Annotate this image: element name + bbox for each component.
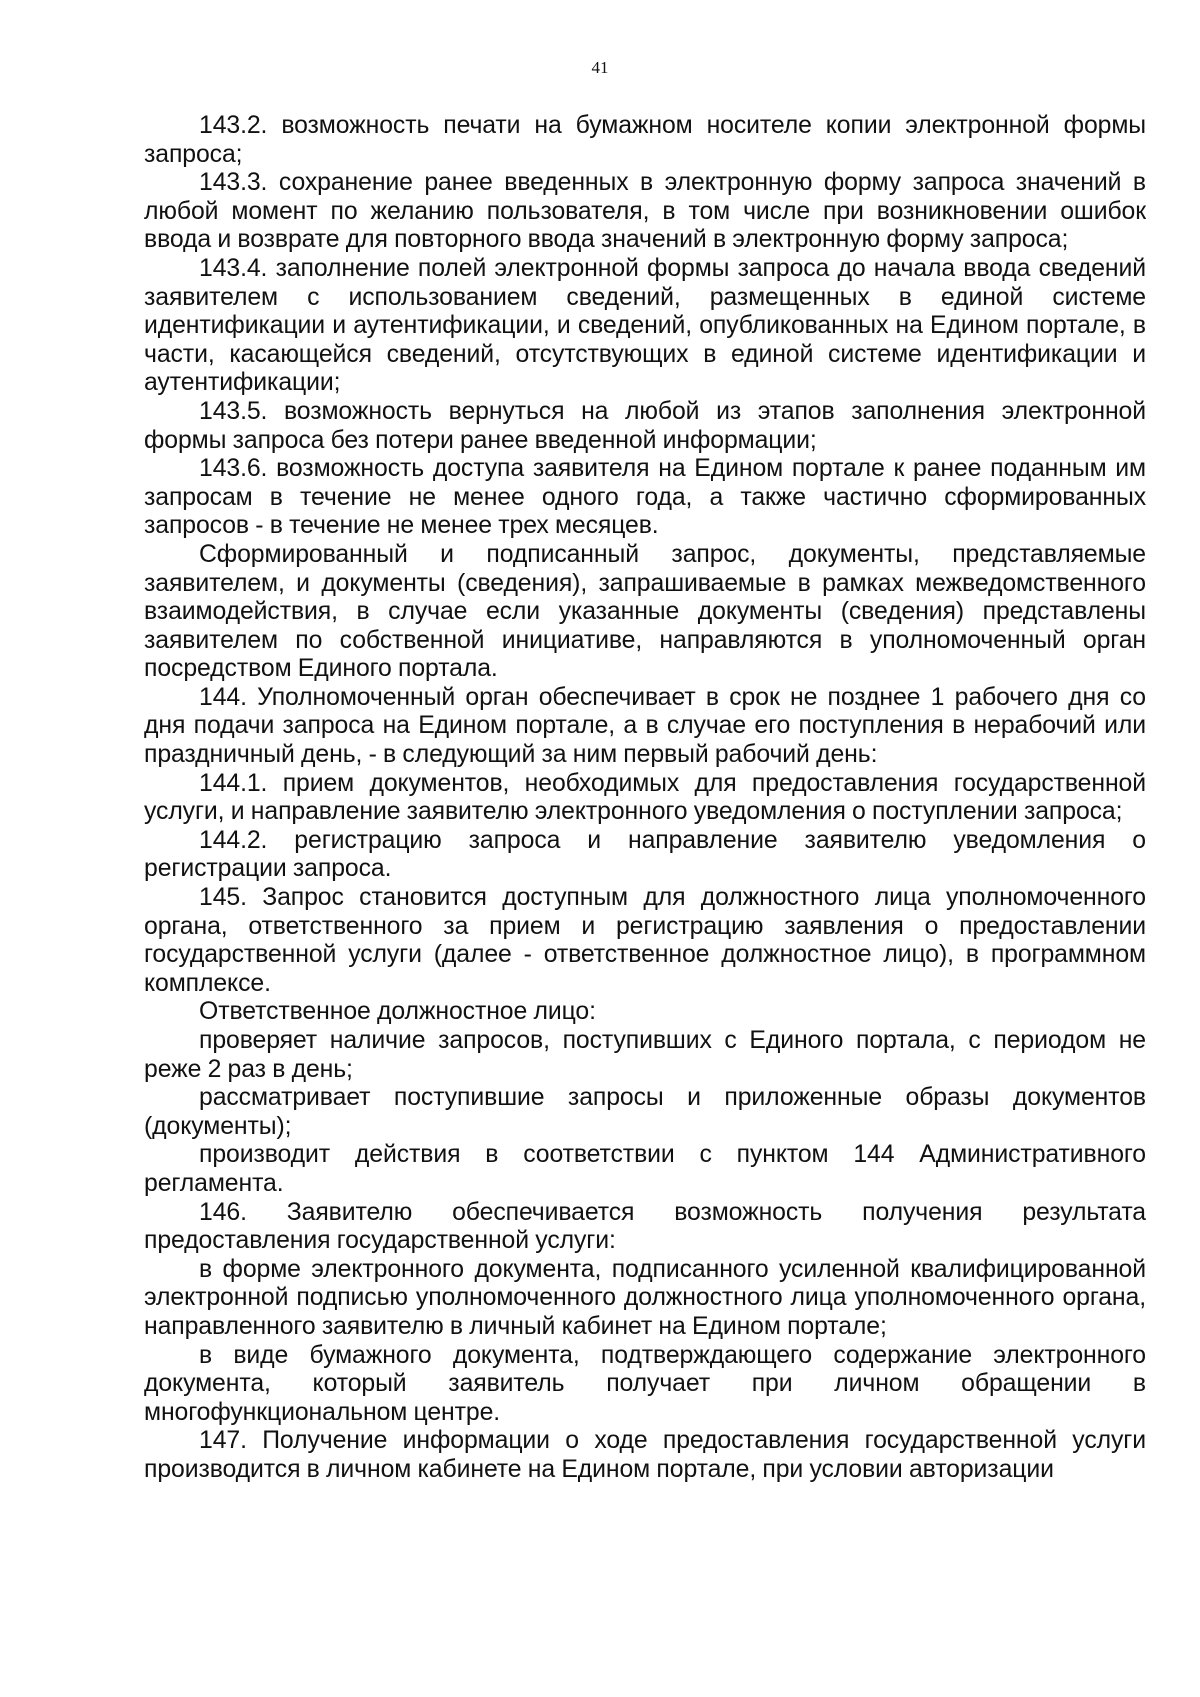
page-number: 41: [591, 58, 609, 77]
paragraph-formed-request: Сформированный и подписанный запрос, документы, представляемые заявителем, и документы (сведения), запрашиваемые в рамках межведомственного взаимодействия, в случае если указанные документы (сведения) представлены заявителем по собственной инициативе, направляются в уполномоченный орган посредством Единого портала.: [144, 540, 1146, 683]
paragraph-checks-requests: проверяет наличие запросов, поступивших с Единого портала, с периодом не реже 2 раз в день;: [144, 1027, 1146, 1083]
paragraph-143-4: 143.4. заполнение полей электронной формы запроса до начала ввода сведений заявителем с использованием сведений, размещенных в единой системе идентификации и аутентификации, и сведений, опубликованных на Едином портале, в части, касающейся сведений, отсутствующих в единой системе идентификации и аутентификации;: [144, 254, 1146, 397]
paragraph-143-6: 143.6. возможность доступа заявителя на Едином портале к ранее поданным им запросам в течение не менее одного года, а также частично сформированных запросов - в течение не менее трех месяцев.: [144, 455, 1146, 540]
paragraph-reviews-requests: рассматривает поступившие запросы и приложенные образы документов (документы);: [144, 1084, 1146, 1140]
paragraph-144-2: 144.2. регистрацию запроса и направление заявителю уведомления о регистрации запроса.: [144, 826, 1146, 883]
paragraph-145: 145. Запрос становится доступным для должностного лица уполномоченного органа, ответственного за прием и регистрацию заявления о предоставлении государственной услуги (далее - ответственное должностное лицо), в программном комплексе.: [144, 884, 1146, 997]
document-body: [144, 112, 1146, 1485]
paragraph-responsible-official: Ответственное должностное лицо:: [199, 998, 596, 1026]
paragraph-144-1: 144.1. прием документов, необходимых для предоставления государственной услуги, и направление заявителю электронного уведомления о поступлении запроса;: [144, 769, 1146, 826]
paragraph-147: 147. Получение информации о ходе предоставления государственной услуги производится в личном кабинете на Едином портале, при условии авторизации: [144, 1427, 1146, 1483]
paragraph-performs-actions: производит действия в соответствии с пунктом 144 Административного регламента.: [144, 1141, 1146, 1197]
paragraph-electronic-form: в форме электронного документа, подписанного усиленной квалифицированной электронной подписью уполномоченного должностного лица уполномоченного органа, направленного заявителю в личный кабинет на Едином портале;: [144, 1255, 1146, 1340]
paragraph-143-5: 143.5. возможность вернуться на любой из этапов заполнения электронной формы запроса без потери ранее введенной информации;: [144, 397, 1146, 454]
paragraph-144: 144. Уполномоченный орган обеспечивает в срок не позднее 1 рабочего дня со дня подачи запроса на Едином портале, а в случае его поступления в нерабочий или праздничный день, - в следующий за ним первый рабочий день:: [144, 683, 1146, 769]
paragraph-paper-form: в виде бумажного документа, подтверждающего содержание электронного документа, который заявитель получает при личном обращении в многофункциональном центре.: [144, 1341, 1146, 1426]
paragraph-143-2: 143.2. возможность печати на бумажном носителе копии электронной формы запроса;: [144, 112, 1146, 168]
paragraph-143-3: 143.3. сохранение ранее введенных в электронную форму запроса значений в любой момент по желанию пользователя, в том числе при возникновении ошибок ввода и возврате для повторного ввода значений в электронную форму запроса;: [144, 169, 1146, 254]
paragraph-146: 146. Заявителю обеспечивается возможность получения результата предоставления государственной услуги:: [144, 1198, 1146, 1255]
